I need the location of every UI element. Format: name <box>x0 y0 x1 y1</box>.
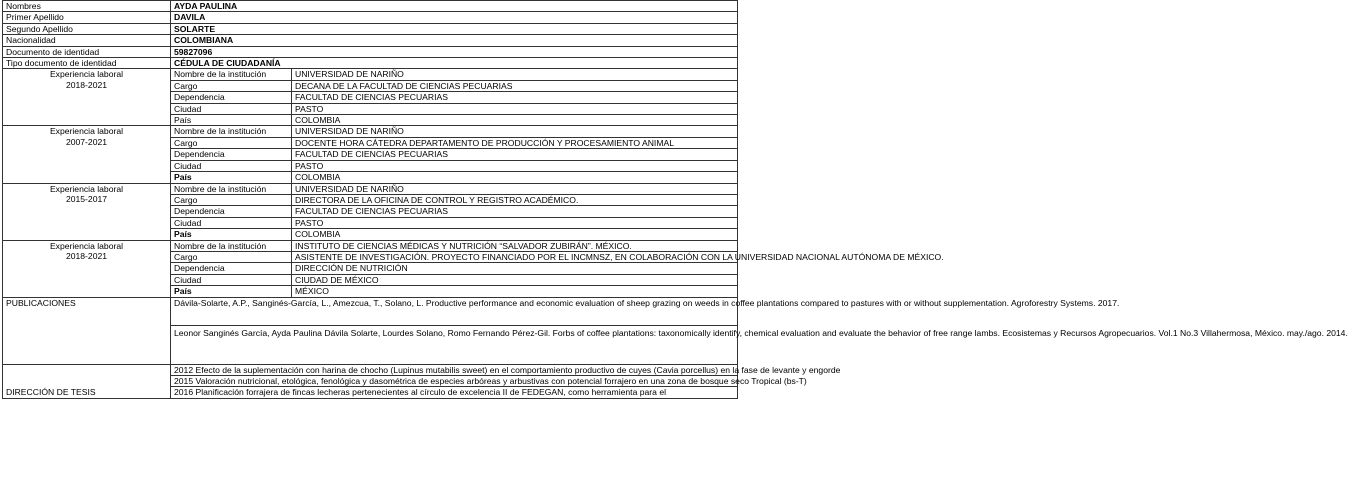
experience-value: MÉXICO <box>292 286 738 297</box>
experience-value: COLOMBIA <box>292 172 738 183</box>
field-label: Segundo Apellido <box>3 23 171 34</box>
field-value: CÉDULA DE CIUDADANÍA <box>171 58 738 69</box>
personal-row <box>3 35 738 46</box>
experience-label: País <box>171 286 292 297</box>
experience-row <box>3 240 738 251</box>
experience-label: Dependencia <box>171 92 292 103</box>
field-value: SOLARTE <box>171 23 738 34</box>
publication-row <box>3 297 738 325</box>
experience-heading <box>3 69 171 126</box>
experience-label: Cargo <box>171 251 292 262</box>
experience-label: Nombre de la institución <box>171 240 292 251</box>
experience-row <box>3 183 738 194</box>
personal-row <box>3 58 738 69</box>
personal-row <box>3 1 738 12</box>
publication-item: Leonor Sanginés García, Ayda Paulina Dávila Solarte, Lourdes Solano, Romo Fernando Pérez-Gil. Forbs of coffee plantations: taxonomically identify, chemical evaluation and evaluate the behavior of free range lambs. Ecosistemas y Recursos Agropecuarios. Vol.1 No.3 Villahermosa, México. may./ago. 2014. <box>171 325 738 364</box>
field-label: Primer Apellido <box>3 12 171 23</box>
field-value: DAVILA <box>171 12 738 23</box>
experience-title: Experiencia laboral <box>49 183 124 194</box>
experience-label: Ciudad <box>171 160 292 171</box>
experience-heading <box>3 126 171 183</box>
experience-heading <box>3 240 171 297</box>
experience-value: INSTITUTO DE CIENCIAS MÉDICAS Y NUTRICIÓN “SALVADOR ZUBIRÁN”. MÉXICO. <box>292 240 738 251</box>
experience-period: 2018-2021 <box>65 250 108 261</box>
experience-label: País <box>171 229 292 240</box>
field-label: Nombres <box>3 1 171 12</box>
thesis-item: 2012 Efecto de la suplementación con harina de chocho (Lupinus mutabilis sweet) en el comportamiento productivo de cuyes (Cavia porcellus) en la fase de levante y engorde <box>171 364 738 375</box>
experience-row <box>3 126 738 137</box>
experience-label: País <box>171 115 292 126</box>
thesis-row <box>3 364 738 375</box>
experience-title: Experiencia laboral <box>49 126 124 137</box>
experience-label: Nombre de la institución <box>171 69 292 80</box>
experience-value: COLOMBIA <box>292 229 738 240</box>
experience-value: FACULTAD DE CIENCIAS PECUARIAS <box>292 149 738 160</box>
experience-value: PASTO <box>292 103 738 114</box>
experience-value: COLOMBIA <box>292 115 738 126</box>
experience-label: País <box>171 172 292 183</box>
experience-label: Ciudad <box>171 103 292 114</box>
experience-row <box>3 69 738 80</box>
experience-value: FACULTAD DE CIENCIAS PECUARIAS <box>292 206 738 217</box>
experience-title: Experiencia laboral <box>49 240 124 251</box>
experience-label: Nombre de la institución <box>171 183 292 194</box>
experience-label: Ciudad <box>171 274 292 285</box>
experience-value: CIUDAD DE MÉXICO <box>292 274 738 285</box>
experience-heading <box>3 183 171 240</box>
experience-title: Experiencia laboral <box>49 69 124 80</box>
experience-period: 2015-2017 <box>65 193 108 204</box>
experience-label: Ciudad <box>171 217 292 228</box>
experience-value: UNIVERSIDAD DE NARIÑO <box>292 183 738 194</box>
experience-value: DIRECTORA DE LA OFICINA DE CONTROL Y REGISTRO ACADÉMICO. <box>292 194 738 205</box>
experience-value: UNIVERSIDAD DE NARIÑO <box>292 126 738 137</box>
experience-period: 2018-2021 <box>65 79 108 90</box>
personal-row <box>3 12 738 23</box>
publication-item: Dávila-Solarte, A.P., Sanginés-García, L., Amezcua, T., Solano, L. Productive performance and economic evaluation of sheep grazing on weeds in coffee plantations compared to pastures with or without supplementation. Agroforestry Systems. 2017. <box>171 297 738 325</box>
experience-period: 2007-2021 <box>65 136 108 147</box>
experience-value: DIRECCIÓN DE NUTRICIÓN <box>292 263 738 274</box>
thesis-item: 2016 Planificación forrajera de fincas lecheras pertenecientes al círculo de excelencia II de FEDEGAN, como herramienta para el <box>171 387 738 398</box>
personal-row <box>3 46 738 57</box>
experience-value: PASTO <box>292 160 738 171</box>
field-value: COLOMBIANA <box>171 35 738 46</box>
field-value: 59827096 <box>171 46 738 57</box>
experience-label: Cargo <box>171 194 292 205</box>
thesis-item: 2015 Valoración nutricional, etológica, fenológica y dasométrica de especies arbóreas y arbustivas con potencial forrajero en una zona de bosque seco Tropical (bs-T) <box>171 375 738 386</box>
field-label: Nacionalidad <box>3 35 171 46</box>
experience-value: FACULTAD DE CIENCIAS PECUARIAS <box>292 92 738 103</box>
experience-value: UNIVERSIDAD DE NARIÑO <box>292 69 738 80</box>
experience-value: PASTO <box>292 217 738 228</box>
field-label: Tipo documento de identidad <box>3 58 171 69</box>
experience-value: DECANA DE LA FACULTAD DE CIENCIAS PECUARIAS <box>292 80 738 91</box>
experience-value: ASISTENTE DE INVESTIGACIÓN. PROYECTO FINANCIADO POR EL INCMNSZ, EN COLABORACIÓN CON LA UNIVERSIDAD NACIONAL AUTÓNOMA DE MÉXICO. <box>292 251 738 262</box>
experience-label: Dependencia <box>171 263 292 274</box>
experience-label: Dependencia <box>171 149 292 160</box>
publications-label: PUBLICACIONES <box>3 297 171 364</box>
experience-label: Cargo <box>171 80 292 91</box>
personal-row <box>3 23 738 34</box>
experience-label: Dependencia <box>171 206 292 217</box>
cv-table <box>2 0 1348 399</box>
experience-value: DOCENTE HORA CÁTEDRA DEPARTAMENTO DE PRODUCCIÓN Y PROCESAMIENTO ANIMAL <box>292 137 738 148</box>
field-value: AYDA PAULINA <box>171 1 738 12</box>
thesis-label: DIRECCIÓN DE TESIS <box>3 364 171 398</box>
experience-label: Nombre de la institución <box>171 126 292 137</box>
field-label: Documento de identidad <box>3 46 171 57</box>
experience-label: Cargo <box>171 137 292 148</box>
